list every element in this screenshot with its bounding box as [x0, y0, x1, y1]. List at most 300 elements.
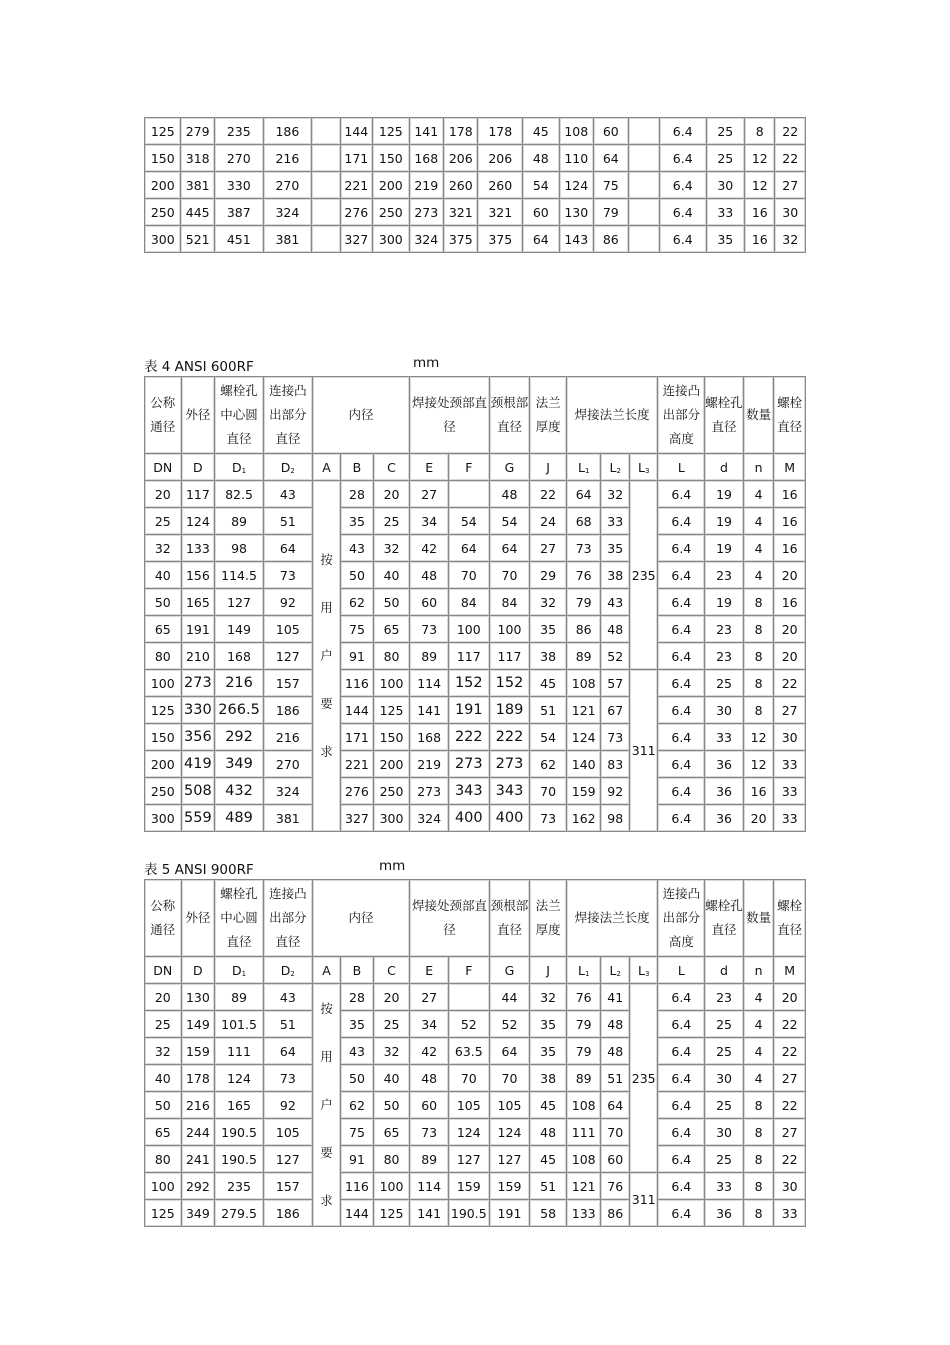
table-cell: 62 [530, 751, 567, 778]
table-cell: 6.4 [658, 481, 705, 508]
table-cell: 210 [181, 643, 215, 670]
header-bolt-dia: 螺栓直径 [774, 880, 806, 957]
table-cell: 64 [489, 535, 530, 562]
table-cell: 16 [774, 481, 806, 508]
table-cell: 121 [566, 1173, 601, 1200]
table-cell: 80 [145, 1146, 182, 1173]
table-cell: 125 [145, 697, 182, 724]
header-inner: 内径 [312, 377, 410, 454]
sym-e: E [410, 454, 449, 481]
table-cell: 92 [263, 589, 312, 616]
table-cell: 45 [530, 1092, 567, 1119]
table-cell: 25 [373, 1011, 410, 1038]
table-cell: 50 [145, 1092, 182, 1119]
table-cell: 38 [530, 643, 567, 670]
table-cell: 76 [601, 1173, 629, 1200]
table-cell: 27 [774, 1065, 806, 1092]
table-cell: 22 [774, 1038, 806, 1065]
table-cell: 20 [743, 805, 774, 832]
table-cell: 159 [181, 1038, 215, 1065]
table-cell: 35 [601, 535, 629, 562]
table-cell: 400 [448, 805, 489, 832]
table-cell: 19 [705, 589, 744, 616]
table-cell: 12 [743, 724, 774, 751]
table-cell: 6.4 [658, 751, 705, 778]
table-cell: 32 [601, 481, 629, 508]
sym-a: A [312, 454, 340, 481]
table4-header-row [145, 377, 806, 454]
install-note-char: 用 [320, 1049, 333, 1064]
table-cell: 22 [775, 145, 806, 172]
table-cell: 419 [181, 751, 215, 778]
table-cell: 273 [448, 751, 489, 778]
table-cell: 35 [341, 508, 374, 535]
table-cell: 30 [705, 1065, 744, 1092]
table-cell: 30 [705, 1119, 744, 1146]
table-cell: 100 [373, 670, 410, 697]
table-row [145, 1200, 806, 1227]
table-cell [628, 199, 659, 226]
table-cell: 33 [774, 805, 806, 832]
table-cell: 51 [530, 1173, 567, 1200]
table-cell: 6.4 [658, 562, 705, 589]
table-cell: 64 [489, 1038, 530, 1065]
table-cell: 8 [743, 1146, 774, 1173]
table5-title-text: 表 5 ANSI 900RF [144, 862, 254, 878]
install-note-char: 要 [320, 696, 333, 711]
table-cell: 400 [489, 805, 530, 832]
table-cell: 235 [214, 118, 263, 145]
table-cell: 12 [745, 145, 775, 172]
table-cell: 70 [489, 1065, 530, 1092]
table-cell: 191 [489, 1200, 530, 1227]
table-cell: 270 [263, 172, 312, 199]
table-cell: 20 [373, 984, 410, 1011]
sym-dd: d [705, 454, 744, 481]
sym-j: J [530, 454, 567, 481]
table-cell: 36 [705, 805, 744, 832]
table-cell: 222 [448, 724, 489, 751]
table-cell: 111 [566, 1119, 601, 1146]
table-cell: 16 [774, 535, 806, 562]
table-cell: 89 [566, 1065, 601, 1092]
sym-d: D [181, 454, 215, 481]
table-cell: 324 [263, 199, 312, 226]
table-cell: 51 [263, 508, 312, 535]
table-cell: 32 [373, 1038, 410, 1065]
table-cell: 22 [775, 118, 806, 145]
table-cell: 35 [530, 616, 567, 643]
table-cell: 105 [263, 1119, 312, 1146]
table-row [145, 670, 806, 697]
table-cell: 89 [410, 1146, 449, 1173]
table-cell: 30 [775, 199, 806, 226]
table-cell: 124 [489, 1119, 530, 1146]
sym-m: M [774, 454, 806, 481]
table-cell: 125 [373, 697, 410, 724]
table-cell: 6.4 [658, 616, 705, 643]
table-cell: 432 [215, 778, 264, 805]
table-cell: 144 [341, 1200, 374, 1227]
header-neck-root: 颈根部直径 [489, 377, 530, 454]
sym-f: F [448, 957, 489, 984]
table-cell: 48 [530, 1119, 567, 1146]
table-cell: 75 [341, 1119, 374, 1146]
table-cell: 105 [489, 1092, 530, 1119]
sym-b: B [341, 957, 374, 984]
table-cell: 150 [373, 145, 409, 172]
sym-j: J [530, 957, 567, 984]
table-cell: 6.4 [658, 1173, 705, 1200]
table-cell: 62 [341, 1092, 374, 1119]
table-cell: 32 [530, 984, 567, 1011]
table-cell: 178 [444, 118, 478, 145]
table5-title [144, 858, 406, 878]
sym-m: M [774, 957, 806, 984]
table-cell: 4 [743, 535, 774, 562]
table-cell: 33 [705, 724, 744, 751]
table5-header-row [145, 880, 806, 957]
table-cell: 6.4 [658, 1200, 705, 1227]
table-row [145, 481, 806, 508]
table-cell: 80 [373, 643, 410, 670]
table-cell: 206 [444, 145, 478, 172]
table-row [145, 1146, 806, 1173]
table-cell: 83 [601, 751, 629, 778]
table-cell: 51 [601, 1065, 629, 1092]
table-cell: 50 [373, 1092, 410, 1119]
table-cell: 36 [705, 1200, 744, 1227]
sym-dn: DN [145, 454, 182, 481]
table-cell: 50 [341, 1065, 374, 1092]
table-cell: 219 [409, 172, 443, 199]
install-note-char: 按 [320, 1001, 333, 1016]
table-cell: 30 [774, 1173, 806, 1200]
table-cell: 6.4 [658, 1119, 705, 1146]
table-cell: 8 [743, 1092, 774, 1119]
sym-l2: L2 [601, 957, 629, 984]
table-cell: 250 [373, 778, 410, 805]
table-cell: 343 [448, 778, 489, 805]
table-row [145, 172, 806, 199]
table-cell: 6.4 [658, 1038, 705, 1065]
table-cell: 200 [373, 172, 409, 199]
table-cell: 76 [566, 984, 601, 1011]
table-cell: 64 [566, 481, 601, 508]
table-cell: 219 [410, 751, 449, 778]
table-cell: 189 [489, 697, 530, 724]
table-cell: 221 [340, 172, 372, 199]
table-cell: 105 [448, 1092, 489, 1119]
table-cell: 260 [444, 172, 478, 199]
table-cell: 6.4 [658, 984, 705, 1011]
table-cell: 171 [341, 724, 374, 751]
table-cell: 186 [263, 697, 312, 724]
table-cell: 100 [489, 616, 530, 643]
table-cell: 105 [263, 616, 312, 643]
table-cell: 63.5 [448, 1038, 489, 1065]
table-cell: 68 [566, 508, 601, 535]
l3-value: 235 [629, 481, 658, 670]
table-cell: 171 [340, 145, 372, 172]
table-cell: 32 [530, 589, 567, 616]
table-row [145, 1119, 806, 1146]
table-cell: 27 [774, 1119, 806, 1146]
table-cell: 191 [448, 697, 489, 724]
table-cell: 206 [478, 145, 523, 172]
table-cell: 60 [594, 118, 628, 145]
table-cell: 33 [774, 778, 806, 805]
table-cell: 6.4 [659, 118, 706, 145]
table-row [145, 508, 806, 535]
table-cell: 4 [743, 1038, 774, 1065]
table-row [145, 616, 806, 643]
sym-f: F [448, 454, 489, 481]
table-cell: 116 [341, 670, 374, 697]
table-cell: 116 [341, 1173, 374, 1200]
table-cell: 91 [341, 1146, 374, 1173]
table-cell: 4 [743, 562, 774, 589]
table-cell: 25 [705, 1011, 744, 1038]
header-bolt-hole: 螺栓孔直径 [705, 880, 744, 957]
table-cell: 48 [489, 481, 530, 508]
table-cell: 40 [145, 562, 182, 589]
table-cell: 330 [214, 172, 263, 199]
table-cell: 6.4 [658, 778, 705, 805]
table-row [145, 226, 806, 253]
table-cell: 38 [601, 562, 629, 589]
table-cell: 6.4 [658, 1092, 705, 1119]
table-cell: 6.4 [659, 145, 706, 172]
table-cell [448, 481, 489, 508]
sym-n: n [743, 957, 774, 984]
table-cell: 141 [410, 1200, 449, 1227]
table-cell: 133 [181, 535, 215, 562]
table-cell: 16 [774, 589, 806, 616]
table-cell: 8 [743, 1173, 774, 1200]
table-cell: 125 [145, 1200, 182, 1227]
header-neck-root: 颈根部直径 [489, 880, 530, 957]
header-outer: 外径 [181, 377, 215, 454]
table-cell: 42 [410, 1038, 449, 1065]
table-cell: 25 [373, 508, 410, 535]
table-cell: 73 [263, 1065, 312, 1092]
table-cell: 100 [145, 1173, 182, 1200]
table-cell: 86 [601, 1200, 629, 1227]
table-cell: 34 [410, 1011, 449, 1038]
table-cell: 292 [215, 724, 264, 751]
table-cell [628, 226, 659, 253]
l3-value: 235 [629, 984, 658, 1173]
table-row [145, 1038, 806, 1065]
table-cell: 4 [743, 481, 774, 508]
table-row [145, 1065, 806, 1092]
table-cell: 6.4 [658, 535, 705, 562]
table-cell: 4 [743, 984, 774, 1011]
table-cell: 25 [705, 670, 744, 697]
table-cell: 191 [181, 616, 215, 643]
table-cell: 73 [601, 724, 629, 751]
sym-l: L [658, 957, 705, 984]
table-cell: 270 [263, 751, 312, 778]
sym-n: n [743, 454, 774, 481]
table-cell: 8 [745, 118, 775, 145]
table-cell: 235 [215, 1173, 264, 1200]
table-cell: 16 [743, 778, 774, 805]
table-row [145, 697, 806, 724]
table-cell: 52 [489, 1011, 530, 1038]
table-cell: 6.4 [659, 226, 706, 253]
header-rf-height: 连接凸出部分高度 [658, 377, 705, 454]
header-rf-height: 连接凸出部分高度 [658, 880, 705, 957]
table-cell: 8 [743, 589, 774, 616]
table-cell: 79 [566, 1038, 601, 1065]
table-cell: 25 [706, 118, 745, 145]
table-cell: 57 [601, 670, 629, 697]
sym-l2: L2 [601, 454, 629, 481]
table-cell: 64 [263, 535, 312, 562]
table-cell: 60 [523, 199, 559, 226]
table-cell: 50 [145, 589, 182, 616]
table-cell: 25 [145, 508, 182, 535]
table-cell: 124 [566, 724, 601, 751]
table-cell: 200 [373, 751, 410, 778]
table-cell: 20 [373, 481, 410, 508]
table-cell: 75 [341, 616, 374, 643]
install-note-char: 求 [320, 1193, 333, 1208]
table-cell: 216 [263, 724, 312, 751]
table-cell: 8 [743, 1119, 774, 1146]
table-cell: 89 [566, 643, 601, 670]
table-cell: 165 [215, 1092, 264, 1119]
table-cell: 64 [601, 1092, 629, 1119]
table-cell: 162 [566, 805, 601, 832]
table4-symbol-row [145, 454, 806, 481]
table-cell: 79 [566, 1011, 601, 1038]
table-cell: 508 [181, 778, 215, 805]
table-row [145, 751, 806, 778]
table-cell: 25 [705, 1092, 744, 1119]
header-nominal: 公称通径 [145, 377, 182, 454]
table-cell: 22 [774, 1146, 806, 1173]
table-cell: 124 [215, 1065, 264, 1092]
table-cell: 8 [743, 643, 774, 670]
table-cell: 64 [594, 145, 628, 172]
table-cell: 54 [448, 508, 489, 535]
header-raised-face: 连接凸出部分直径 [263, 880, 312, 957]
table-cell: 60 [410, 1092, 449, 1119]
table-cell: 273 [409, 199, 443, 226]
table-cell: 45 [530, 670, 567, 697]
table-cell: 20 [774, 562, 806, 589]
table-row [145, 984, 806, 1011]
table-cell: 489 [215, 805, 264, 832]
table-cell: 43 [263, 984, 312, 1011]
table-cell: 178 [181, 1065, 215, 1092]
table-cell: 178 [478, 118, 523, 145]
table-cell: 381 [263, 805, 312, 832]
sym-a: A [312, 957, 340, 984]
table-cell: 190.5 [215, 1146, 264, 1173]
sym-l3: L3 [629, 454, 658, 481]
table-cell: 8 [743, 1200, 774, 1227]
table-cell: 318 [181, 145, 214, 172]
table-cell: 43 [263, 481, 312, 508]
table-cell: 127 [263, 643, 312, 670]
table-cell: 559 [181, 805, 215, 832]
table-cell: 45 [523, 118, 559, 145]
table-cell: 6.4 [659, 172, 706, 199]
table-cell: 321 [444, 199, 478, 226]
table-cell: 4 [743, 1065, 774, 1092]
table5-symbol-row [145, 957, 806, 984]
table-cell: 27 [530, 535, 567, 562]
table-cell: 152 [489, 670, 530, 697]
table-cell: 8 [743, 616, 774, 643]
header-weld-neck: 焊接处颈部直径 [410, 377, 489, 454]
table-cell: 216 [263, 145, 312, 172]
table-cell: 114 [410, 1173, 449, 1200]
table-cell: 221 [341, 751, 374, 778]
table-cell [628, 118, 659, 145]
table-cell: 6.4 [658, 589, 705, 616]
table-cell: 25 [705, 1146, 744, 1173]
table-cell: 16 [745, 199, 775, 226]
table-cell: 45 [530, 1146, 567, 1173]
table-cell: 33 [774, 751, 806, 778]
table-cell: 168 [215, 643, 264, 670]
table-cell: 140 [566, 751, 601, 778]
table-cell: 149 [215, 616, 264, 643]
table-cell: 41 [601, 984, 629, 1011]
sym-l1: L1 [566, 454, 601, 481]
table-cell: 241 [181, 1146, 215, 1173]
table-cell: 98 [601, 805, 629, 832]
table-cell: 200 [145, 751, 182, 778]
table-cell: 6.4 [658, 724, 705, 751]
table-cell: 73 [263, 562, 312, 589]
table-cell: 51 [263, 1011, 312, 1038]
table-cell: 108 [566, 1146, 601, 1173]
table-cell: 22 [774, 670, 806, 697]
table-cell: 35 [706, 226, 745, 253]
table-cell: 42 [410, 535, 449, 562]
table-cell: 300 [145, 226, 181, 253]
table-cell: 40 [373, 1065, 410, 1092]
table-cell: 121 [566, 697, 601, 724]
table-row [145, 589, 806, 616]
table-cell: 58 [530, 1200, 567, 1227]
table-cell: 70 [530, 778, 567, 805]
table-cell: 273 [410, 778, 449, 805]
table-cell: 23 [705, 643, 744, 670]
table-cell: 44 [489, 984, 530, 1011]
header-weld-length: 焊接法兰长度 [566, 377, 658, 454]
table-cell: 73 [530, 805, 567, 832]
table-cell: 27 [410, 984, 449, 1011]
header-nominal: 公称通径 [145, 880, 182, 957]
table-cell: 20 [145, 984, 182, 1011]
table-cell: 86 [566, 616, 601, 643]
table-cell: 190.5 [215, 1119, 264, 1146]
table-cell: 20 [145, 481, 182, 508]
table-cell: 330 [181, 697, 215, 724]
table-cell: 32 [373, 535, 410, 562]
table-cell: 33 [774, 1200, 806, 1227]
table-cell: 48 [410, 562, 449, 589]
header-inner: 内径 [312, 880, 410, 957]
table-cell: 65 [145, 616, 182, 643]
